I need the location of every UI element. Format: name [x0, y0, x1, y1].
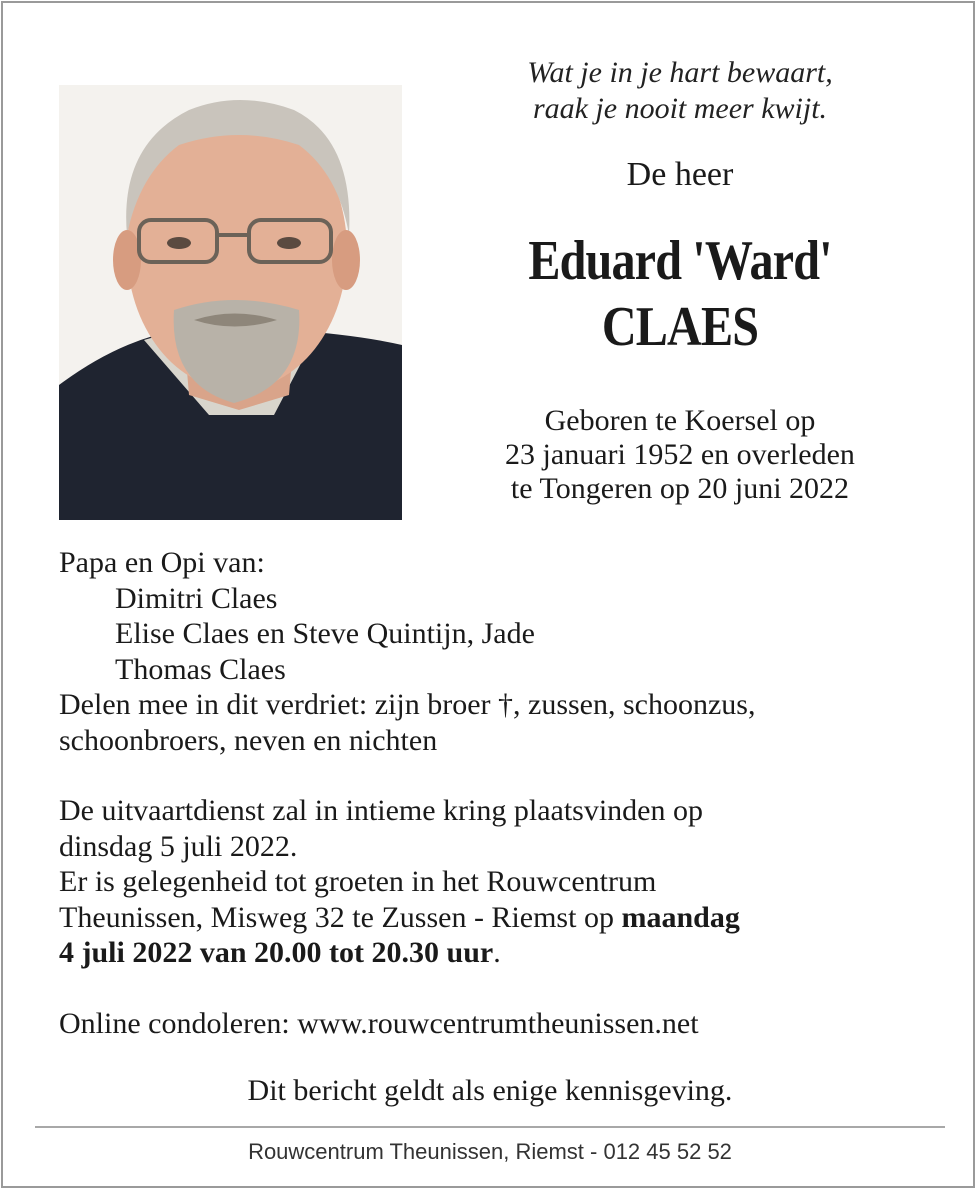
- family-heading: Papa en Opi van:: [59, 546, 265, 579]
- child-name: Elise Claes en Steve Quintijn, Jade: [115, 617, 535, 650]
- service-line: 4 juli 2022 van 20.00 tot 20.30 uur.: [59, 936, 501, 969]
- birth-death-details: [420, 404, 940, 506]
- salutation: De heer: [626, 156, 734, 193]
- first-name: Eduard 'Ward': [528, 230, 832, 292]
- divider: [35, 1126, 945, 1128]
- notice-text: Dit bericht geldt als enige kennisgeving.: [247, 1074, 733, 1107]
- funeral-home-footer: Rouwcentrum Theunissen, Riemst - 012 45 52 52: [248, 1139, 732, 1164]
- born-line: 23 januari 1952 en overleden: [505, 438, 855, 471]
- last-name: CLAES: [601, 296, 759, 358]
- share-grief-line: schoonbroers, neven en nichten: [59, 723, 438, 757]
- announcement-body: [59, 545, 949, 1041]
- child-name: Dimitri Claes: [115, 581, 278, 615]
- service-line: Er is gelegenheid tot groeten in het Rouwcentrum: [59, 865, 657, 898]
- service-line: De uitvaartdienst zal in intieme kring plaatsvinden op: [59, 794, 703, 827]
- born-line: te Tongeren op 20 juni 2022: [510, 472, 850, 505]
- child-name: Thomas Claes: [115, 652, 286, 686]
- memorial-quote: [420, 55, 940, 127]
- portrait-photo: [59, 85, 402, 520]
- service-line: dinsdag 5 juli 2022.: [59, 829, 298, 863]
- quote-line: Wat je in je hart bewaart,: [527, 56, 833, 89]
- cross-icon: †: [498, 688, 513, 721]
- service-line: Theunissen, Misweg 32 te Zussen - Riemst op maandag: [59, 900, 740, 934]
- online-condolence: Online condoleren: www.rouwcentrumtheunissen.net: [59, 1006, 699, 1040]
- deceased-name: [456, 228, 903, 360]
- born-line: Geboren te Koersel op: [544, 404, 816, 437]
- share-grief-line: Delen mee in dit verdriet: zijn broer †, zussen, schoonzus,: [59, 688, 756, 721]
- quote-line: raak je nooit meer kwijt.: [532, 92, 828, 125]
